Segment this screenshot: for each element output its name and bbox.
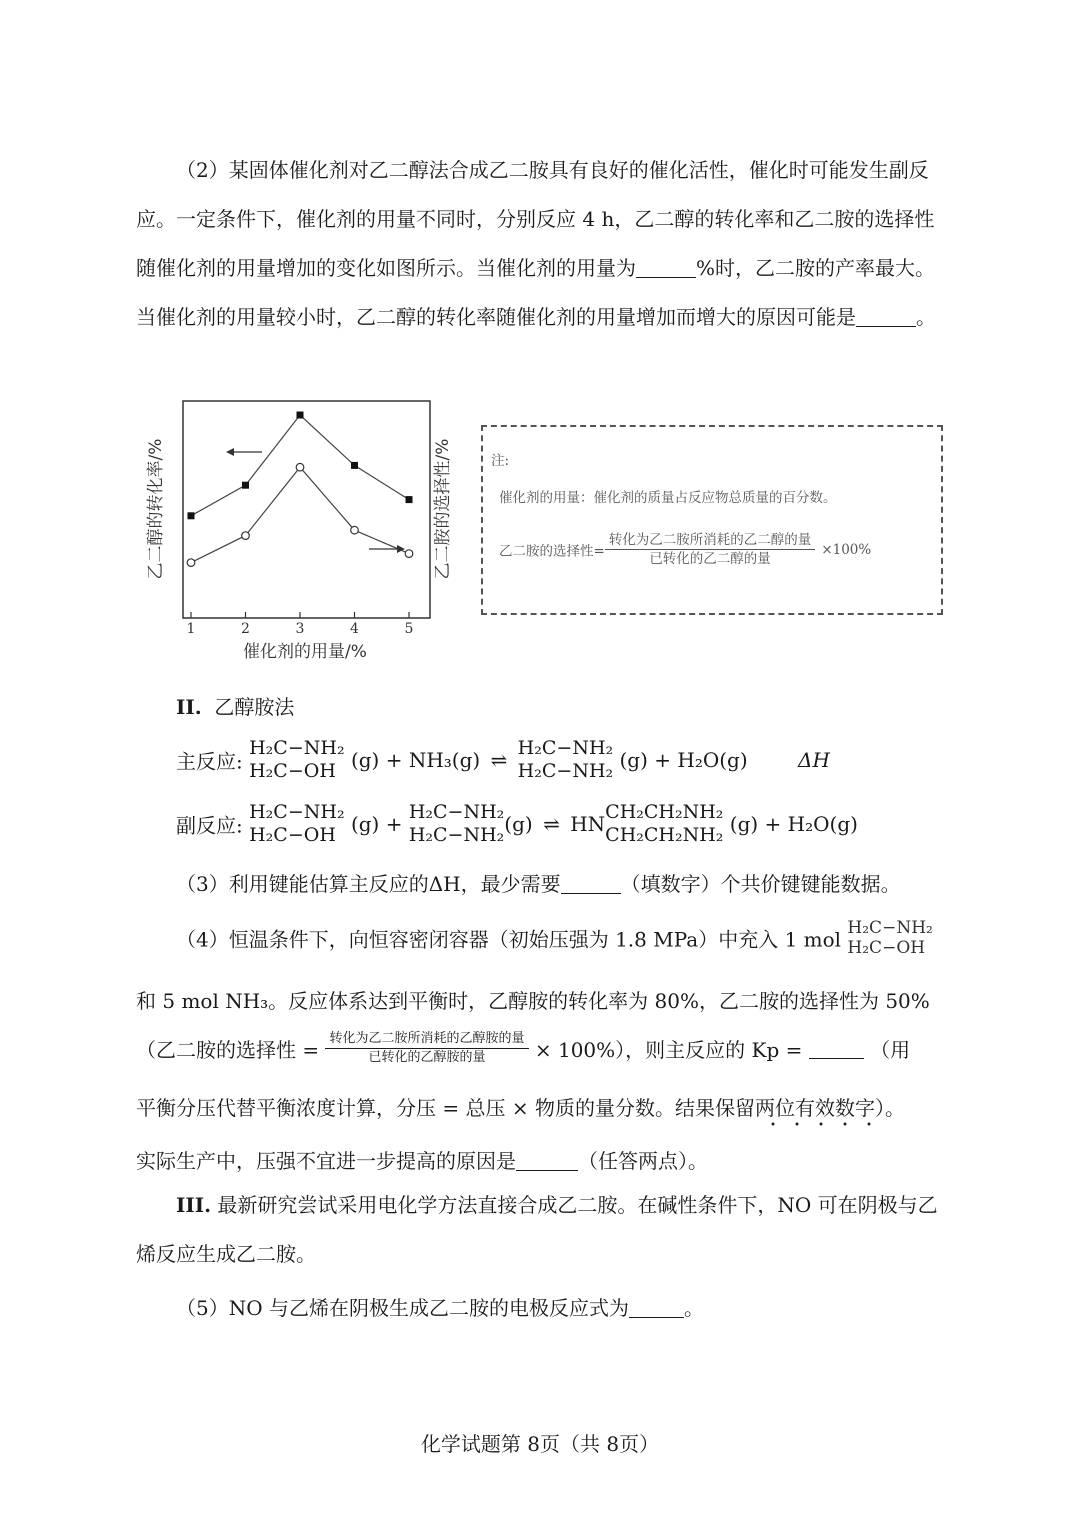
section-2-title: 乙醇胺法: [214, 695, 295, 719]
answer-blank-q3[interactable]: [561, 873, 621, 894]
q4-text-line4-end: ）。: [874, 1096, 905, 1120]
q2-text-a: （2）某固体催化剂对乙二醇法合成乙二胺具有良好的催化活性，催化时可能发生副反应。一定条件下，催化剂的用量不同时，分别反应 4 h，乙二醇的转化率和乙二胺的选择性随催化剂的用量增加的变化如图所示。当催化剂的用量为: [136, 158, 935, 280]
question-4-line1: [176, 918, 933, 958]
section-2-heading: [176, 691, 294, 720]
conversion-selectivity-chart: [140, 395, 470, 670]
note-selectivity-label: 乙二胺的选择性=: [499, 543, 605, 560]
conversion-point: [406, 496, 413, 503]
q4-selectivity-open: （乙二胺的选择性 =: [136, 1038, 320, 1062]
delta-h: ΔH: [798, 748, 830, 772]
answer-blank-q5[interactable]: [629, 1297, 684, 1318]
main-reaction-middle: (g) + NH₃(g): [350, 748, 481, 772]
q4-text-line5: 实际生产中，压强不宜进一步提高的原因是: [136, 1149, 516, 1173]
hn-group: HN: [570, 812, 606, 836]
conversion-point: [242, 482, 249, 489]
q4-text-line1: （4）恒温条件下，向恒容密闭容器（初始压强为 1.8 MPa）中充入 1 mol: [176, 927, 842, 952]
struct-bottom: H₂C−OH: [847, 938, 926, 958]
answer-blank-q2b[interactable]: [856, 306, 916, 327]
x-tick-label: 2: [241, 621, 250, 637]
question-4-line3: [136, 1030, 910, 1067]
side-reaction: [176, 801, 858, 847]
q4-ethanolamine-structure: [847, 918, 932, 958]
q3-text-a: （3）利用键能估算主反应的ΔH，最少需要: [176, 872, 561, 896]
q4-kp-text: × 100%），则主反应的 Kp =: [534, 1038, 803, 1062]
section-3-body: 最新研究尝试采用电化学方法直接合成乙二胺。在碱性条件下，NO 可在阴极与乙烯反应生成乙二胺。: [136, 1193, 938, 1266]
answer-blank-q4-pressure[interactable]: [516, 1150, 578, 1171]
q4-fraction-denominator: 已转化的乙醇胺的量: [368, 1050, 486, 1065]
x-tick-label: 4: [350, 621, 359, 637]
x-tick-label: 3: [295, 621, 305, 637]
side-reactant-ethylenediamine: [409, 801, 504, 847]
struct-top: H₂C−NH₂: [408, 801, 505, 823]
question-4-line4: [136, 1092, 905, 1121]
q2-text-b: %时，乙二胺的产率最大。当催化剂的用量较小时，乙二醇的转化率随催化剂的用量增加而增大的原因可能是: [136, 256, 936, 329]
side-reactant-ethanolamine: [249, 801, 344, 847]
note-fraction-denominator: 已转化的乙二醇的量: [649, 551, 771, 567]
left-axis-arrow: [226, 448, 262, 456]
q4-text-line4: 平衡分压代替平衡浓度计算，分压 = 总压 × 物质的量分数。结果保留: [136, 1096, 755, 1120]
struct-top: H₂C−NH₂: [517, 737, 614, 759]
x-tick-label: 5: [404, 621, 414, 637]
struct-top: CH₂CH₂NH₂: [605, 801, 724, 823]
selectivity-point: [242, 532, 250, 540]
answer-blank-q2a[interactable]: [636, 257, 696, 278]
note-selectivity-formula: [499, 531, 871, 568]
equilibrium-arrow: ⇌: [490, 748, 508, 772]
q4-text-line5-end: （任答两点）。: [578, 1149, 708, 1173]
q3-text-b: （填数字）个共价键键能数据。: [620, 872, 901, 896]
product-ethylenediamine: [518, 737, 613, 783]
question-4-line2: 和 5 mol NH₃。反应体系达到平衡时，乙醇胺的转化率为 80%，乙二胺的选择性为 50%: [136, 989, 930, 1013]
selectivity-point: [187, 559, 195, 567]
struct-bottom: H₂C−OH: [249, 760, 336, 782]
question-2-text: [136, 146, 948, 342]
section-3-number: III.: [176, 1193, 212, 1217]
y-axis-label-right: 乙二胺的选择性/%: [433, 438, 453, 580]
note-fraction: [605, 531, 816, 568]
side-reaction-gas: (g): [504, 812, 533, 836]
q4-after-blank: （用: [870, 1038, 911, 1062]
q4-fraction-numerator: 转化为乙二胺所消耗的乙醇胺的量: [325, 1030, 528, 1049]
struct-bottom: H₂C−NH₂: [408, 824, 505, 846]
main-reaction-label: 主反应:: [176, 749, 243, 774]
section-3-text: [136, 1181, 948, 1279]
q4-emphasis-text: 两位有效数字: [755, 1096, 875, 1128]
selectivity-point: [405, 550, 413, 558]
struct-bottom: H₂C−NH₂: [517, 760, 614, 782]
side-product-diethylenetriamine: [605, 801, 723, 847]
page-footer: 化学试题第 8页（共 8页）: [420, 1432, 660, 1456]
question-4-line5: [136, 1145, 708, 1174]
question-5-text: [176, 1292, 704, 1321]
conversion-point: [188, 512, 195, 519]
y-axis-label-left: 乙二醇的转化率/%: [146, 438, 166, 580]
x-tick-label: 1: [186, 621, 196, 637]
note-title: 注:: [491, 453, 510, 469]
question-3-text: [176, 868, 901, 897]
selectivity-point: [296, 463, 304, 471]
struct-top: H₂C−NH₂: [847, 918, 933, 938]
main-reaction-end: (g) + H₂O(g): [619, 748, 748, 772]
conversion-point: [297, 412, 304, 419]
side-reaction-end: (g) + H₂O(g): [729, 812, 858, 836]
series-line-2: [191, 467, 409, 562]
note-box: [481, 425, 943, 615]
right-axis-arrow: [369, 545, 405, 553]
main-reaction: [176, 737, 830, 783]
equilibrium-arrow: ⇌: [543, 812, 560, 836]
note-dosage-definition: 催化剂的用量：催化剂的质量占反应物总质量的百分数。: [499, 490, 837, 506]
section-2-number: II.: [176, 695, 202, 719]
side-reaction-label: 副反应:: [176, 813, 243, 838]
note-multiplier: ×100%: [821, 541, 872, 558]
plot-frame: [183, 401, 430, 618]
selectivity-point: [351, 526, 359, 534]
x-axis-label: 催化剂的用量/%: [243, 642, 367, 662]
q2-text-c: 。: [916, 305, 936, 329]
reactant-ethanolamine: [249, 737, 344, 783]
answer-blank-q4-kp[interactable]: [809, 1038, 864, 1059]
note-fraction-numerator: 转化为乙二胺所消耗的乙二醇的量: [605, 531, 816, 550]
q5-text-b: 。: [683, 1296, 704, 1320]
side-reaction-plus: (g) +: [350, 812, 403, 836]
struct-top: H₂C−NH₂: [249, 737, 345, 759]
q5-text-a: （5）NO 与乙烯在阴极生成乙二胺的电极反应式为: [176, 1296, 629, 1320]
q4-selectivity-fraction: [325, 1030, 528, 1067]
struct-bottom: CH₂CH₂NH₂: [605, 824, 724, 846]
conversion-point: [351, 462, 358, 469]
struct-bottom: H₂C−OH: [249, 824, 336, 846]
struct-top: H₂C−NH₂: [249, 801, 345, 823]
